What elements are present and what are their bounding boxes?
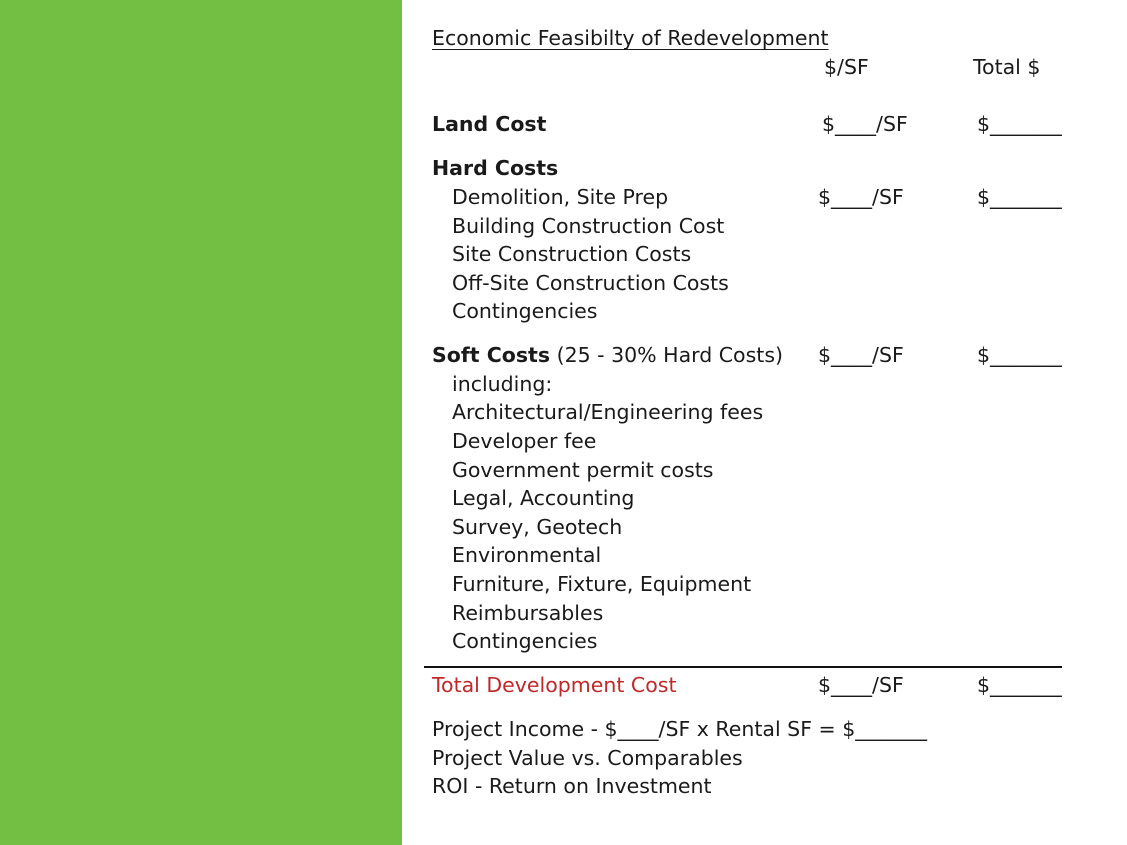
- total-development-per-sf: $____/SF: [818, 673, 904, 697]
- roi-line: ROI - Return on Investment: [432, 774, 712, 798]
- land-cost-label: Land Cost: [432, 112, 547, 136]
- total-divider-line: [424, 666, 1062, 668]
- header-total: Total $: [973, 55, 1041, 79]
- soft-cost-item: Developer fee: [452, 429, 597, 453]
- soft-costs-heading: [432, 343, 783, 367]
- soft-cost-item: Legal, Accounting: [452, 486, 635, 510]
- total-development-total: $_______: [977, 673, 1062, 697]
- soft-cost-item: Environmental: [452, 543, 602, 567]
- soft-costs-per-sf: $____/SF: [818, 343, 904, 367]
- soft-cost-item: including:: [452, 372, 553, 396]
- soft-cost-item: Architectural/Engineering fees: [452, 400, 764, 424]
- soft-costs-note: (25 - 30% Hard Costs): [556, 343, 783, 367]
- land-cost-total: $_______: [977, 112, 1062, 136]
- project-income-line: Project Income - $____/SF x Rental SF = $_______: [432, 717, 927, 741]
- hard-cost-item: Off-Site Construction Costs: [452, 271, 729, 295]
- total-development-label: Total Development Cost: [432, 673, 677, 697]
- hard-cost-item: Demolition, Site Prep: [452, 185, 669, 209]
- soft-costs-label: Soft Costs: [432, 343, 551, 367]
- soft-cost-item: Government permit costs: [452, 458, 714, 482]
- hard-costs-per-sf: $____/SF: [818, 185, 904, 209]
- page-title: Economic Feasibilty of Redevelopment: [432, 26, 829, 50]
- soft-cost-item: Furniture, Fixture, Equipment: [452, 572, 752, 596]
- project-value-line: Project Value vs. Comparables: [432, 746, 743, 770]
- green-side-panel: [0, 0, 402, 845]
- hard-cost-item: Building Construction Cost: [452, 214, 725, 238]
- header-per-sf: $/SF: [824, 55, 869, 79]
- soft-cost-item: Contingencies: [452, 629, 598, 653]
- soft-cost-item: Survey, Geotech: [452, 515, 623, 539]
- hard-cost-item: Site Construction Costs: [452, 242, 692, 266]
- land-cost-per-sf: $____/SF: [822, 112, 908, 136]
- hard-costs-total: $_______: [977, 185, 1062, 209]
- soft-costs-total: $_______: [977, 343, 1062, 367]
- soft-cost-item: Reimbursables: [452, 601, 604, 625]
- hard-costs-label: Hard Costs: [432, 156, 559, 180]
- hard-cost-item: Contingencies: [452, 299, 598, 323]
